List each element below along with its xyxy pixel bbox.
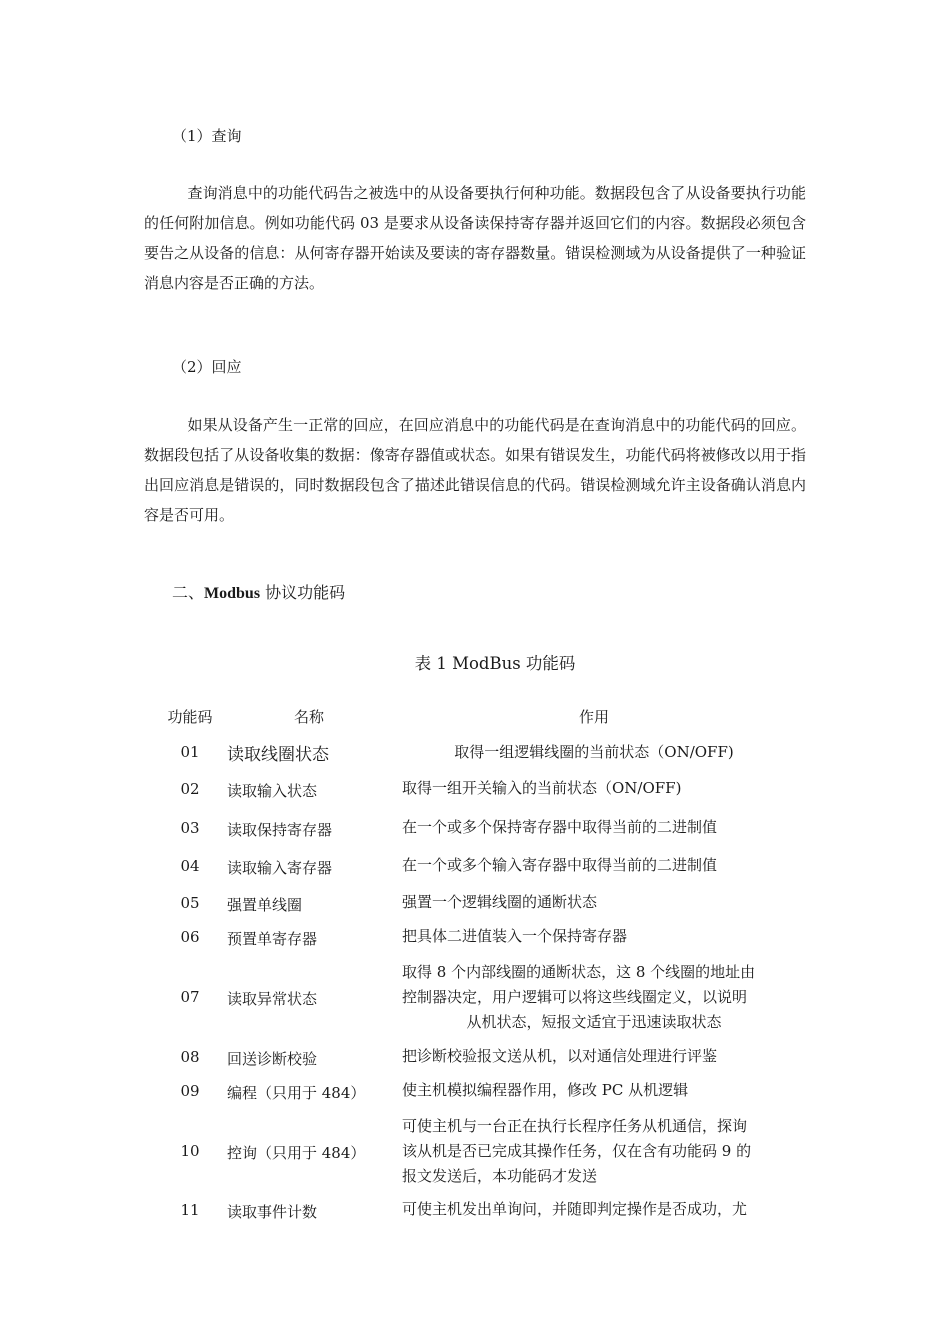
section-heading-suffix: 协议功能码 xyxy=(260,583,346,602)
row-name: 回送诊断校验 xyxy=(227,1050,318,1068)
row-desc-line: 控制器决定，用户逻辑可以将这些线圈定义，以说明 xyxy=(402,988,748,1006)
table-caption: 表 1 ModBus 功能码 xyxy=(414,654,576,673)
row-code: 02 xyxy=(180,780,200,798)
row-code: 08 xyxy=(180,1048,200,1066)
row-code: 06 xyxy=(180,928,200,946)
row-name: 读取事件计数 xyxy=(227,1203,318,1221)
row-name: 预置单寄存器 xyxy=(227,930,318,948)
row-desc xyxy=(402,1114,786,1189)
row-code: 03 xyxy=(180,819,200,837)
row-desc: 在一个或多个保持寄存器中取得当前的二进制值 xyxy=(402,818,718,836)
row-desc-line: 可使主机与一台正在执行长程序任务从机通信，探询 xyxy=(402,1117,748,1135)
row-desc-line: 从机状态，短报文适宜于迅速读取状态 xyxy=(466,1013,722,1031)
table-header-desc: 作用 xyxy=(579,708,610,726)
row-desc xyxy=(402,960,786,1035)
row-name: 强置单线圈 xyxy=(227,896,303,914)
row-name: 读取输入寄存器 xyxy=(227,859,333,877)
row-name: 编程（只用于 484） xyxy=(227,1084,366,1102)
row-desc-line: 该从机是否已完成其操作任务，仅在含有功能码 9 的 xyxy=(402,1142,752,1160)
row-desc-line: 取得 8 个内部线圈的通断状态，这 8 个线圈的地址由 xyxy=(402,963,756,981)
row-name: 读取异常状态 xyxy=(227,990,318,1008)
row-desc: 在一个或多个输入寄存器中取得当前的二进制值 xyxy=(402,856,718,874)
row-desc: 把诊断校验报文送从机，以对通信处理进行评鉴 xyxy=(402,1047,718,1065)
row-desc: 强置一个逻辑线圈的通断状态 xyxy=(402,893,598,911)
response-heading: （2）回应 xyxy=(172,358,242,376)
table-header-name: 名称 xyxy=(294,708,325,726)
row-desc-line: 报文发送后，本功能码才发送 xyxy=(402,1167,598,1185)
row-desc: 可使主机发出单询问，并随即判定操作是否成功，尤 xyxy=(402,1200,748,1218)
row-name: 读取保持寄存器 xyxy=(227,821,333,839)
row-code: 05 xyxy=(180,894,200,912)
row-code: 10 xyxy=(180,1142,200,1160)
row-code: 11 xyxy=(180,1201,200,1219)
section-heading-bold: Modbus xyxy=(204,585,261,602)
row-desc: 把具体二进值装入一个保持寄存器 xyxy=(402,927,628,945)
section-heading-prefix: 二、 xyxy=(172,583,205,602)
row-name: 控询（只用于 484） xyxy=(227,1144,366,1162)
query-heading: （1）查询 xyxy=(172,127,242,145)
response-text: 如果从设备产生一正常的回应，在回应消息中的功能代码是在查询消息中的功能代码的回应。数据段包括了从设备收集的数据：像寄存器值或状态。如果有错误发生，功能代码将被修改以用于指出回应消息是错误的，同时数据段包含了描述此错误信息的代码。错误检测域允许主设备确认消息内容是否可用。 xyxy=(144,416,806,524)
table-header-code: 功能码 xyxy=(167,708,213,726)
row-name: 读取线圈状态 xyxy=(227,745,329,765)
query-paragraph xyxy=(144,178,806,298)
row-code: 01 xyxy=(180,743,200,761)
row-code: 04 xyxy=(180,857,200,875)
row-desc: 取得一组逻辑线圈的当前状态（ON/OFF) xyxy=(454,743,734,761)
row-code: 09 xyxy=(180,1082,200,1100)
response-paragraph xyxy=(144,410,806,530)
row-desc: 取得一组开关输入的当前状态（ON/OFF) xyxy=(402,779,682,797)
query-text: 查询消息中的功能代码告之被选中的从设备要执行何种功能。数据段包含了从设备要执行功能的任何附加信息。例如功能代码 03 是要求从设备读保持寄存器并返回它们的内容。数据段必须包含要告之从设备的信息：从何寄存器开始读及要读的寄存器数量。错误检测域为从设备提供了一种验证消息内容是否正确的方法。 xyxy=(144,184,806,292)
section-heading-function-codes xyxy=(172,580,345,603)
row-name: 读取输入状态 xyxy=(227,782,318,800)
row-desc: 使主机模拟编程器作用，修改 PC 从机逻辑 xyxy=(402,1081,689,1099)
row-code: 07 xyxy=(180,988,200,1006)
